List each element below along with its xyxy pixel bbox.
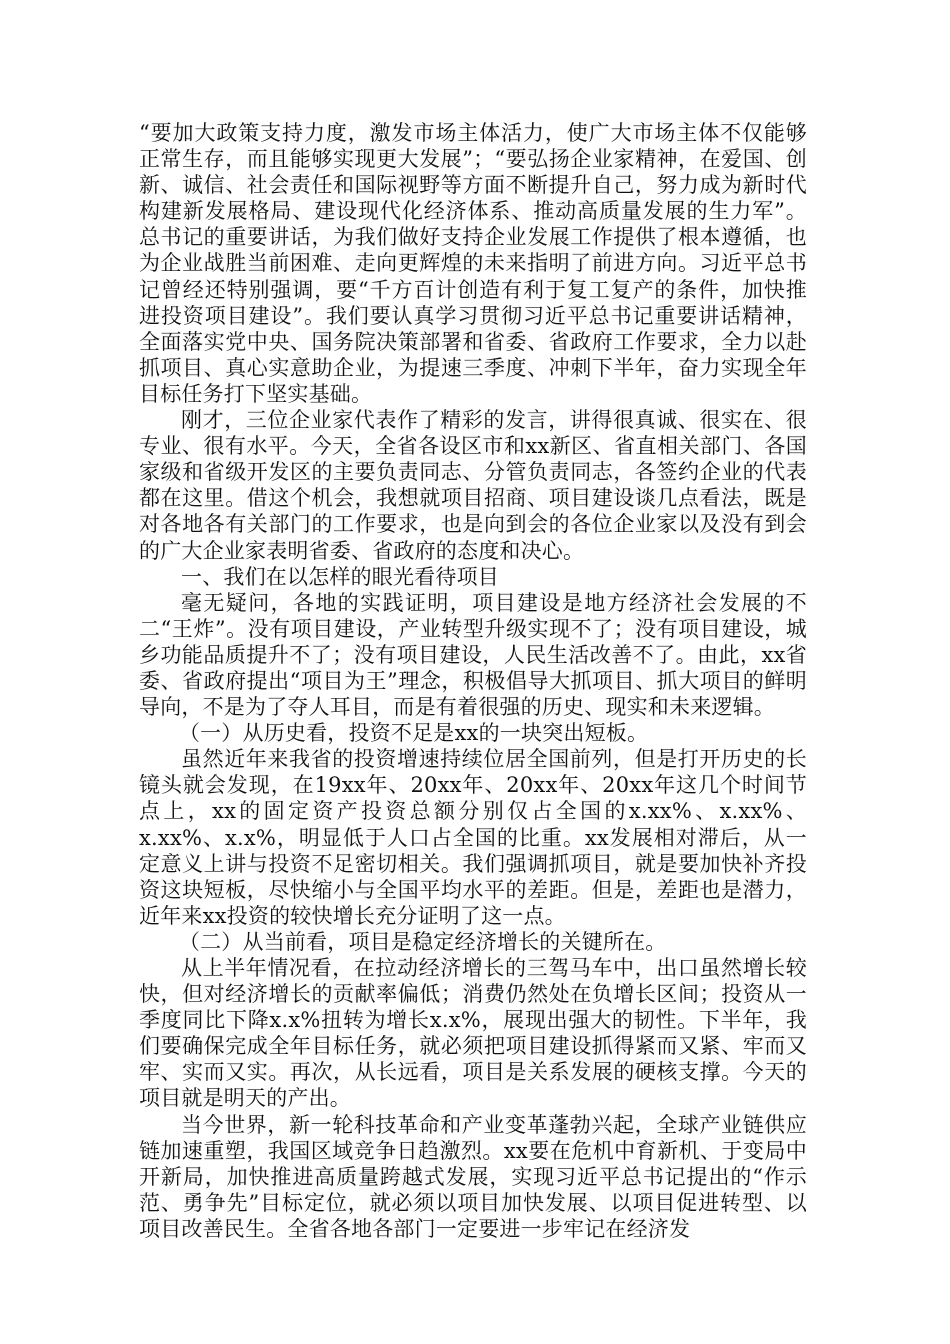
paragraph-world-today: 当今世界，新一轮科技革命和产业变革蓬勃兴起，全球产业链供应链加速重塑，我国区域竞争日趋激烈。xx要在危机中育新机、于变局中开新局，加快推进高质量跨越式发展，实现习近平总书记提出的“作示范、勇争先”目标定位，就必须以项目加快发展、以项目促进转型、以项目改善民生。全省各地各部门一定要进一步牢记在经济发 bbox=[139, 1112, 807, 1241]
paragraph-investment-history: 虽然近年来我省的投资增速持续位居全国前列，但是打开历史的长镜头就会发现，在19xx年、20xx年、20xx年、20xx年这几个时间节点上，xx的固定资产投资总额分别仅占全国的x.xx%、x.xx%、x.xx%、x.x%，明显低于人口占全国的比重。xx发展相对滞后，从一定意义上讲与投资不足密切相关。我们强调抓项目，就是要加快补齐投资这块短板，尽快缩小与全国平均水平的差距。但是，差距也是潜力，近年来xx投资的较快增长充分证明了这一点。 bbox=[139, 747, 807, 928]
paragraph-project-importance: 毫无疑问，各地的实践证明，项目建设是地方经济社会发展的不二“王炸”。没有项目建设，产业转型升级实现不了；没有项目建设，城乡功能品质提升不了；没有项目建设，人民生活改善不了。由此，xx省委、省政府提出“项目为王”理念，积极倡导大抓项目、抓大项目的鲜明导向，不是为了夺人耳目，而是有着很强的历史、现实和未来逻辑。 bbox=[139, 590, 807, 720]
heading-section-one: 一、我们在以怎样的眼光看待项目 bbox=[181, 564, 499, 589]
paragraph-entrepreneurs: 刚才，三位企业家代表作了精彩的发言，讲得很真诚、很实在、很专业、很有水平。今天，全省各设区市和xx新区、省直相关部门、各国家级和省级开发区的主要负责同志、分管负责同志，各签约企业的代表都在这里。借这个机会，我想就项目招商、项目建设谈几点看法，既是对各地各有关部门的工作要求，也是向到会的各位企业家以及没有到会的广大企业家表明省委、省政府的态度和决心。 bbox=[139, 408, 807, 563]
heading-current: （二）从当前看，项目是稳定经济增长的关键所在。 bbox=[178, 929, 667, 954]
document-body bbox=[139, 120, 807, 1242]
paragraph-opening-quote: “要加大政策支持力度，激发市场主体活力，使广大市场主体不仅能够正常生存，而且能够实现更大发展”；“要弘扬企业家精神，在爱国、创新、诚信、社会责任和国际视野等方面不断提升自己，努力成为新时代构建新发展格局、建设现代化经济体系、推动高质量发展的生力军”。总书记的重要讲话，为我们做好支持企业发展工作提供了根本遵循，也为企业战胜当前困难、走向更辉煌的未来指明了前进方向。习近平总书记曾经还特别强调，要“千方百计创造有利于复工复产的条件，加快推进投资项目建设”。我们要认真学习贯彻习近平总书记重要讲话精神，全面落实党中央、国务院决策部署和省委、省政府工作要求，全力以赴抓项目、真心实意助企业，为提速三季度、冲刺下半年，奋力实现全年目标任务打下坚实基础。 bbox=[139, 121, 807, 406]
paragraph-first-half: 从上半年情况看，在拉动经济增长的三驾马车中，出口虽然增长较快，但对经济增长的贡献率偏低；消费仍然处在负增长区间；投资从一季度同比下降x.x%扭转为增长x.x%，展现出强大的韧性。下半年，我们要确保完成全年目标任务，就必须把项目建设抓得紧而又紧、牢而又牢、实而又实。再次，从长远看，项目是关系发展的硬核支撑。今天的项目就是明天的产出。 bbox=[139, 956, 807, 1111]
heading-history: （一）从历史看，投资不足是xx的一块突出短板。 bbox=[178, 721, 649, 746]
